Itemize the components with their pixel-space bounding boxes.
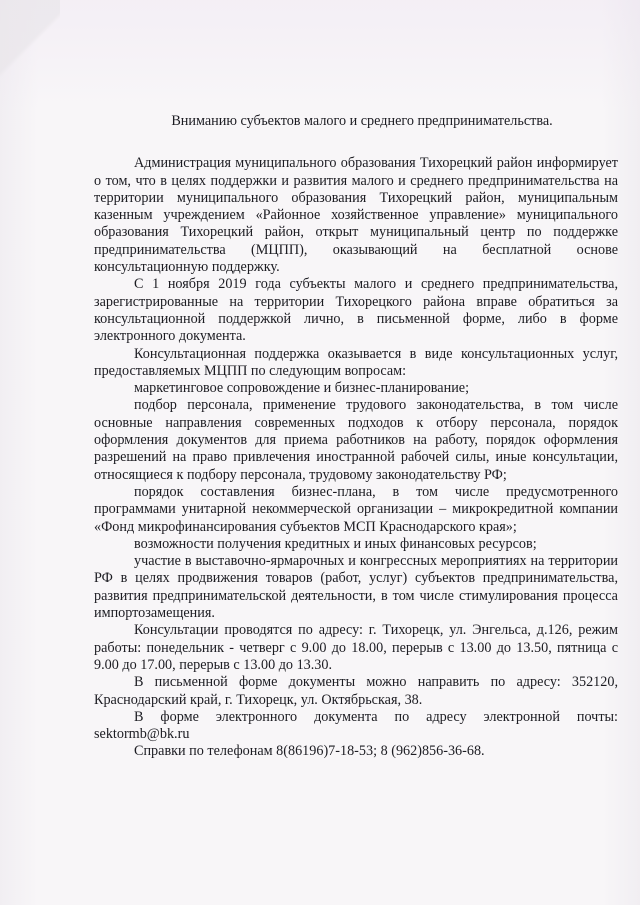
paragraph-start-date: С 1 ноября 2019 года субъекты малого и среднего предпринимательства, зарегистрированные на территории Тихорецкого района вправе обратиться за консультационной поддержкой лично, в письменной форме, либо в форме электронного документа. <box>94 276 618 345</box>
document-body <box>94 113 618 761</box>
document-title: Вниманию субъектов малого и среднего предпринимательства. <box>171 113 553 129</box>
list-item-exhibitions: участие в выставочно-ярмарочных и конгрессных мероприятиях на территории РФ в целях продвижения товаров (работ, услуг) субъектов предпринимательства, развития предпринимательской деятельности, в том числе стимулирования процесса импортозамещения. <box>94 553 618 622</box>
paragraph-address-hours: Консультации проводятся по адресу: г. Тихорецк, ул. Энгельса, д.126, режим работы: понедельник - четверг с 9.00 до 18.00, перерыв с 13.00 до 13.50, пятница с 9.00 до 17.00, перерыв с 13.00 до 13.30. <box>94 622 618 673</box>
paragraph-email: В форме электронного документа по адресу электронной почты: sektormb@bk.ru <box>94 708 618 743</box>
list-item-financing: возможности получения кредитных и иных финансовых ресурсов; <box>134 535 537 552</box>
list-item-marketing: маркетинговое сопровождение и бизнес-планирование; <box>134 380 470 397</box>
page-corner-shadow <box>0 0 60 90</box>
paragraph-phones: Справки по телефонам 8(86196)7-18-53; 8 (962)856-36-68. <box>134 743 485 760</box>
list-item-personnel: подбор персонала, применение трудового законодательства, в том числе основные направления современных подходов к отбору персонала, порядок оформления документов для приема работников на работу, порядок оформления разрешений на право привлечения иностранной рабочей силы, иные консультации, относящиеся к подбору персонала, трудовому законодательству РФ; <box>94 397 618 483</box>
list-item-business-plan: порядок составления бизнес-плана, в том числе предусмотренного программами унитарной некоммерческой организации – микрокредитной компании «Фонд микрофинансирования субъектов МСП Краснодарского края»; <box>94 483 618 535</box>
paragraph-consulting-services: Консультационная поддержка оказывается в виде консультационных услуг, предоставляемых МЦПП по следующим вопросам: <box>94 345 618 379</box>
paragraph-intro: Администрация муниципального образования Тихорецкий район информирует о том, что в целях поддержки и развития малого и среднего предпринимательства на территории муниципального образования Тихорецкий район, муниципальным казенным учреждением «Районное хозяйственное управление» муниципального образования Тихорецкий район, открыт муниципальный центр по поддержке предпринимательства (МЦПП), оказывающий на бесплатной основе консультационную поддержку. <box>94 155 618 276</box>
paragraph-postal-address: В письменной форме документы можно направить по адресу: 352120, Краснодарский край, г. Тихорецк, ул. Октябрьская, 38. <box>94 674 618 708</box>
